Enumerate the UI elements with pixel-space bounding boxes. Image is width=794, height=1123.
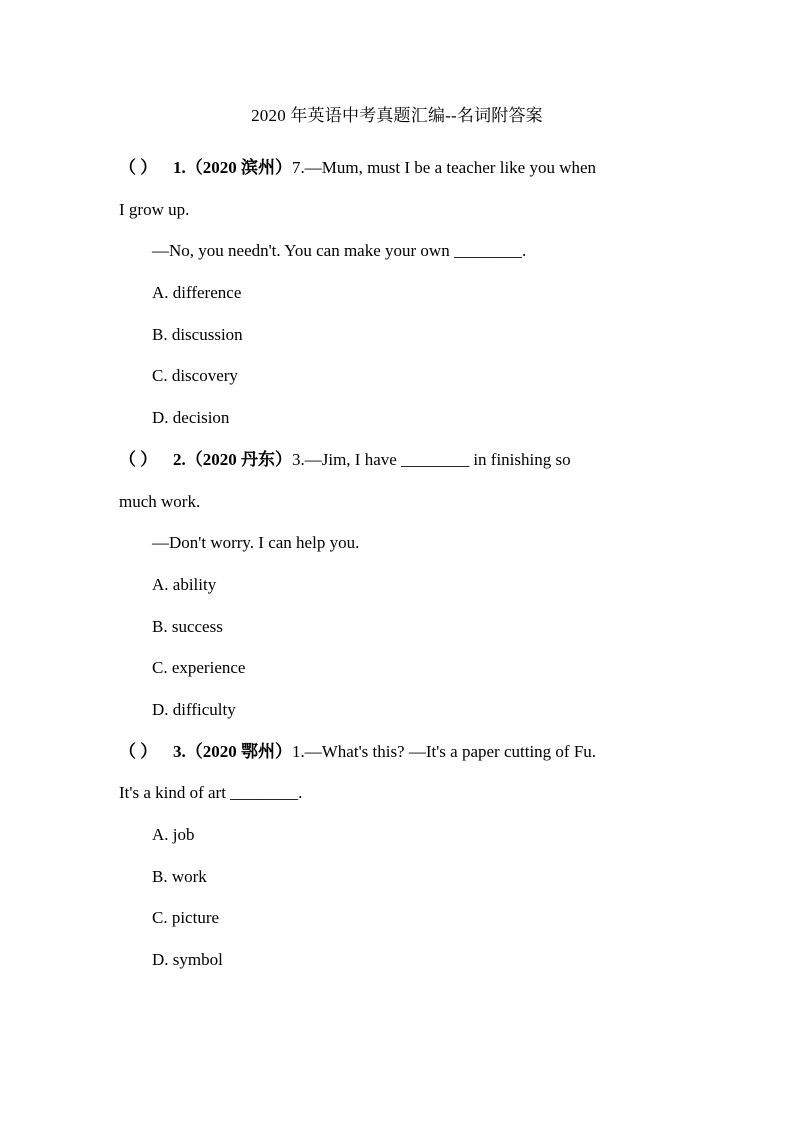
question-1-stem-line-2: I grow up.	[119, 199, 190, 219]
option-d: D. symbol	[152, 950, 223, 970]
option-b: B. work	[152, 866, 207, 886]
question-stem: 3.—Jim, I have ________ in finishing so	[292, 449, 571, 469]
question-stem: 7.—Mum, must I be a teacher like you when	[292, 158, 597, 177]
option-c: C. experience	[152, 658, 246, 678]
option-a: A. job	[152, 825, 195, 844]
option-c: C. picture	[152, 908, 220, 928]
question-1-reply: —No, you needn't. You can make your own ________.	[152, 241, 527, 261]
question-3-stem-line-1	[119, 739, 679, 781]
question-3	[119, 739, 679, 989]
question-2-reply: —Don't worry. I can help you.	[152, 533, 360, 553]
answer-paren: （ ）	[119, 158, 158, 177]
option-a: A. ability	[152, 574, 217, 594]
question-1	[119, 155, 679, 447]
question-1-stem-line-1	[119, 155, 679, 197]
answer-paren: （ ）	[119, 449, 158, 469]
option-b: B. success	[152, 616, 223, 636]
question-source: （2020 滨州）	[185, 158, 292, 177]
question-2-stem-line-1	[119, 447, 679, 489]
question-2	[119, 447, 679, 739]
question-number: 3.	[173, 741, 186, 761]
question-list	[119, 155, 679, 989]
question-source: （2020 丹东）	[185, 449, 292, 469]
option-b: B. discussion	[152, 324, 243, 344]
question-source: （2020 鄂州）	[185, 741, 292, 761]
page-title: 2020 年英语中考真题汇编--名词附答案	[251, 106, 543, 125]
question-3-stem-line-2: It's a kind of art ________.	[119, 783, 303, 803]
option-a: A. difference	[152, 283, 242, 303]
option-d: D. decision	[152, 408, 230, 428]
question-2-stem-line-2: much work.	[119, 491, 201, 511]
answer-paren: （ ）	[119, 741, 158, 761]
question-number: 2.	[173, 449, 186, 469]
question-number: 1.	[173, 158, 186, 177]
option-c: C. discovery	[152, 366, 238, 386]
question-stem: 1.—What's this? —It's a paper cutting of Fu.	[292, 741, 597, 761]
option-d: D. difficulty	[152, 699, 236, 719]
